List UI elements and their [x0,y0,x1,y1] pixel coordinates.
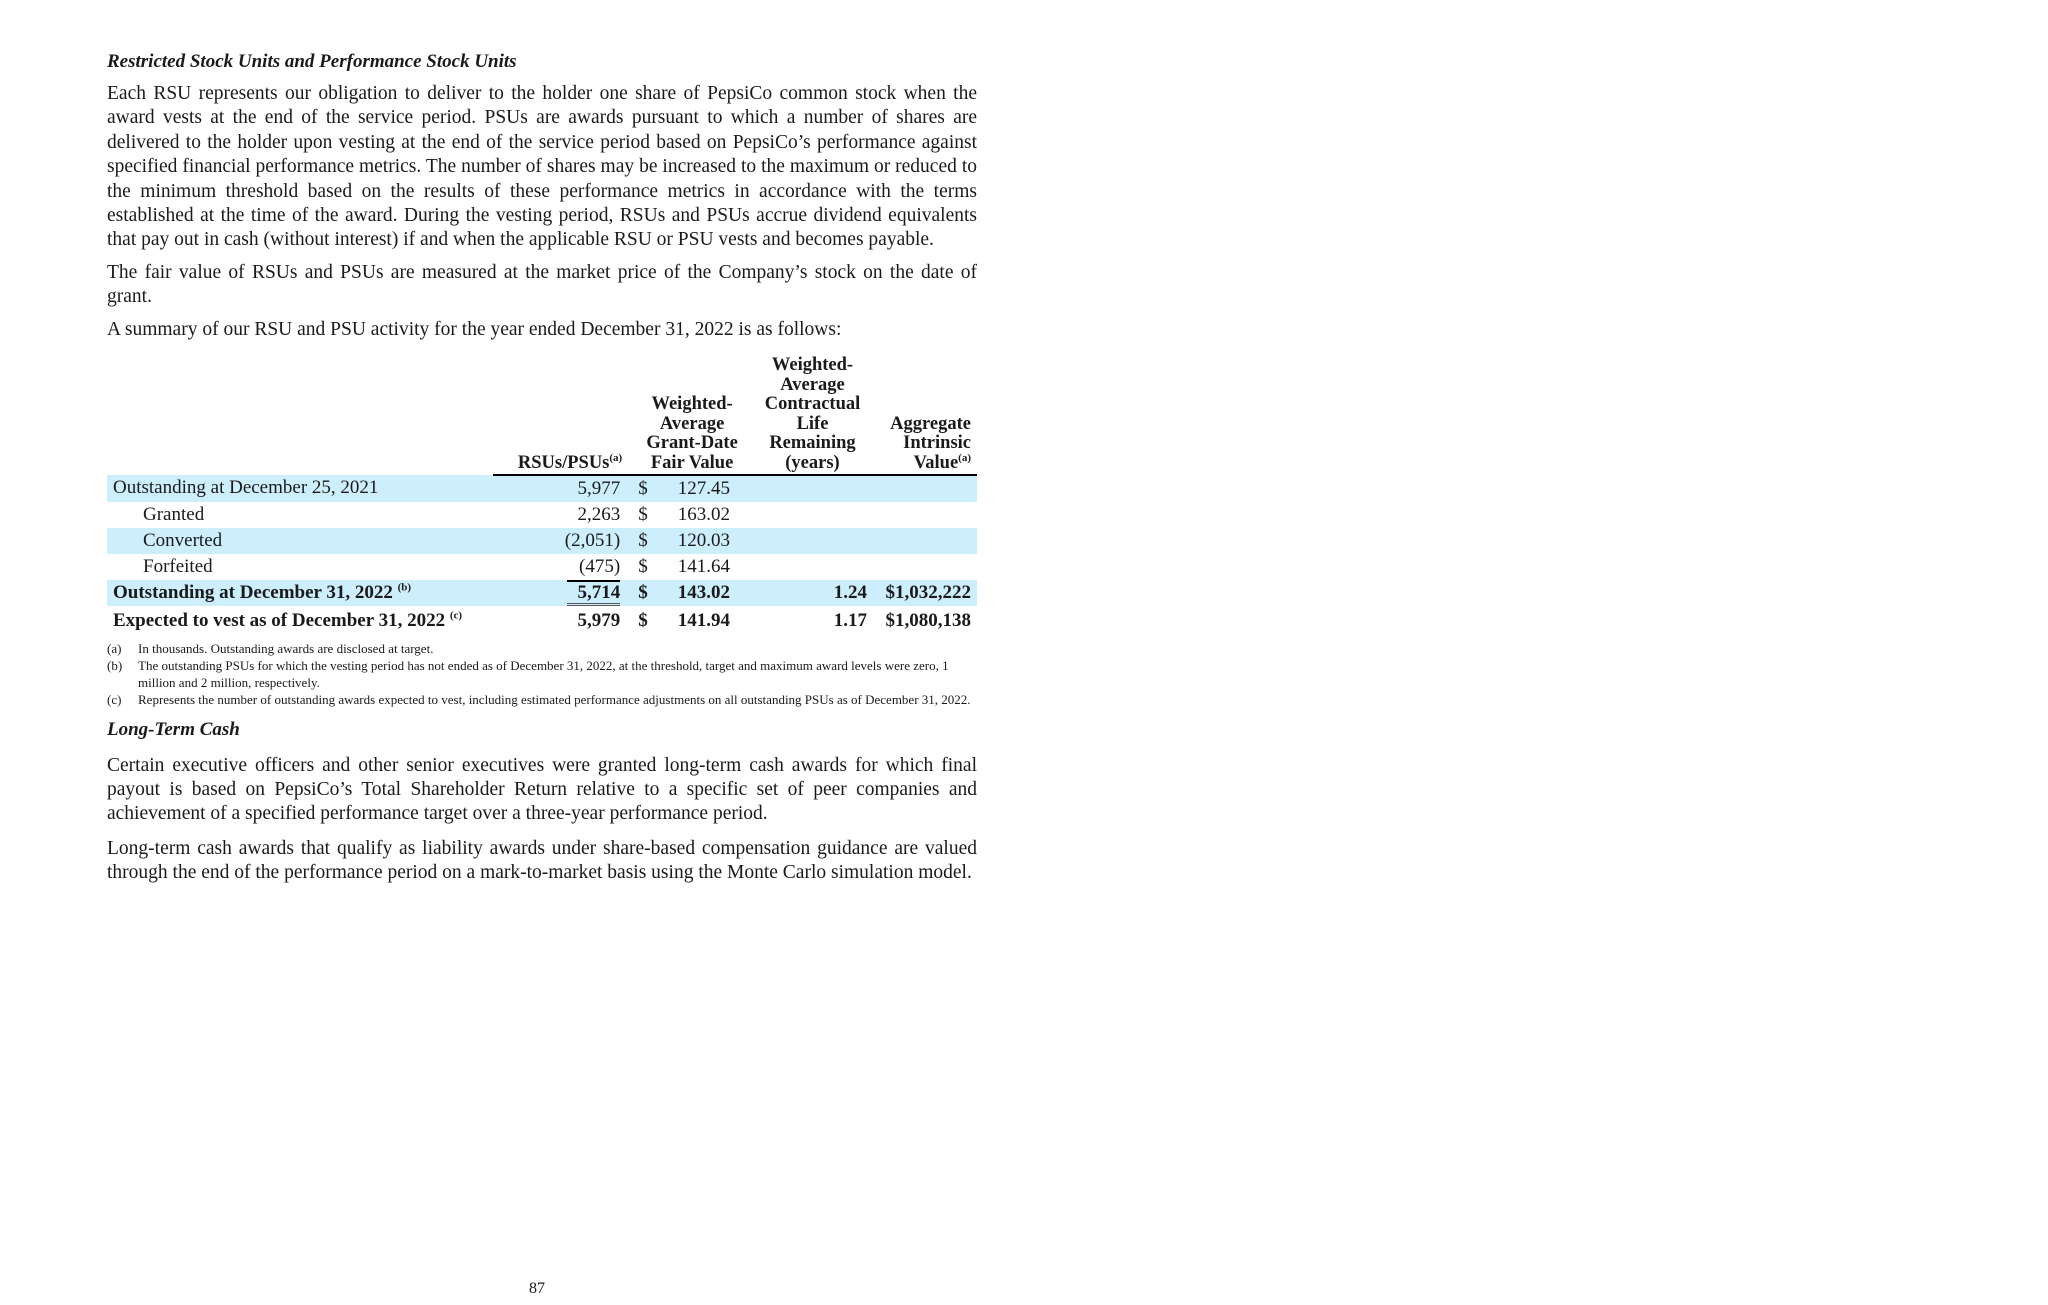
page-content [107,48,977,894]
header-aggregate-value: Aggregate Intrinsic Value$^{(a)}$ [871,356,977,475]
row-label: Forfeited [143,555,213,577]
table-row-total [107,580,977,606]
row-fair-value: 120.03 [667,528,754,554]
row-units: 5,979 [577,609,621,631]
table-header-row [107,356,977,475]
row-units: (475) [579,555,621,577]
row-life [754,475,871,502]
row-fair-value: 143.02 [667,580,754,606]
long-term-cash-heading: Long-Term Cash [107,718,240,740]
table-row [107,502,977,528]
row-aggregate [871,554,977,580]
row-label: Granted [143,503,205,525]
row-life [754,502,871,528]
row-life: 1.24 [754,580,871,606]
row-aggregate: $1,032,222 [871,580,977,606]
rsu-paragraph-2: The fair value of RSUs and PSUs are measured at the market price of the Company’s stock on the date of grant. [107,261,977,308]
row-life [754,554,871,580]
row-units: (2,051) [493,528,630,554]
row-label: Outstanding at December 25, 2021 [107,475,493,502]
footnote: (b) The outstanding PSUs for which the vesting period has not ended as of December 31, 2022, at the threshold, target and maximum award levels were zero, 1 million and 2 million, respectively. [107,657,949,690]
row-fair-value: 141.64 [677,555,730,577]
rsu-paragraph-3: A summary of our RSU and PSU activity for the year ended December 31, 2022 is as follows: [107,318,842,340]
row-label: Outstanding at December 31, 2022 $^{(b)}$ [107,580,493,606]
row-label: Converted [107,528,493,554]
row-units: 5,714 [493,580,630,606]
ltc-paragraph-1: Certain executive officers and other senior executives were granted long-term cash awards for which final payout is based on PepsiCo’s Total Shareholder Return relative to a specific set of peer companies and achievement of a specified performance target over a three-year performance period. [107,754,977,825]
ltc-paragraph-2: Long-term cash awards that qualify as liability awards under share-based compensation guidance are valued through the end of the performance period on a mark-to-market basis using the Monte Carlo simulation model. [107,837,977,884]
page-number: 87 [529,1280,545,1297]
footnote: (a) In thousands. Outstanding awards are disclosed at target. [107,640,434,656]
table-footnotes [107,640,977,708]
header-label-blank [107,356,493,475]
row-fair-value: 127.45 [667,475,754,502]
row-aggregate [871,502,977,528]
row-currency: $ [630,580,667,606]
row-currency: $ [638,503,648,525]
row-life: 1.17 [833,609,867,631]
footnote: (c) Represents the number of outstanding awards expected to vest, including estimated performance adjustments on all outstanding PSUs as of December 31, 2022. [107,691,971,707]
row-aggregate [871,475,977,502]
row-units: 2,263 [577,503,621,525]
row-currency: $ [630,475,667,502]
rsu-paragraph-1: Each RSU represents our obligation to deliver to the holder one share of PepsiCo common stock when the award vests at the end of the service period. PSUs are awards pursuant to which a number of shares are delivered to the holder upon vesting at the end of the service period based on PepsiCo’s performance against specified financial performance metrics. The number of shares may be increased to the maximum or reduced to the minimum threshold based on the results of these performance metrics in accordance with the terms established at the time of the award. During the vesting period, RSUs and PSUs accrue dividend equivalents that pay out in cash (without interest) if and when the applicable RSU or PSU vests and becomes payable. [107,83,977,251]
row-aggregate [871,528,977,554]
row-fair-value: 163.02 [677,503,730,525]
row-units: 5,977 [493,475,630,502]
row-currency: $ [630,528,667,554]
header-fair-value: Weighted- Average Grant-Date Fair Value [630,356,754,475]
row-life [754,528,871,554]
row-label: Expected to vest as of December 31, 2022 $^{(c)}$ [113,609,463,631]
header-contractual-life: Weighted- Average Contractual Life Remaining (years) [754,356,871,475]
row-currency: $ [638,555,648,577]
rsu-heading: Restricted Stock Units and Performance Stock Units [107,51,517,72]
table-row [107,554,977,580]
table-row [107,528,977,554]
table-row [107,475,977,502]
row-aggregate: $1,080,138 [885,609,971,631]
header-units: RSUs/PSUs$^{(a)}$ [493,356,630,475]
rsu-psu-activity-table [107,356,977,636]
table-row-expected [107,606,977,636]
row-currency: $ [638,609,648,631]
row-fair-value: 141.94 [677,609,730,631]
